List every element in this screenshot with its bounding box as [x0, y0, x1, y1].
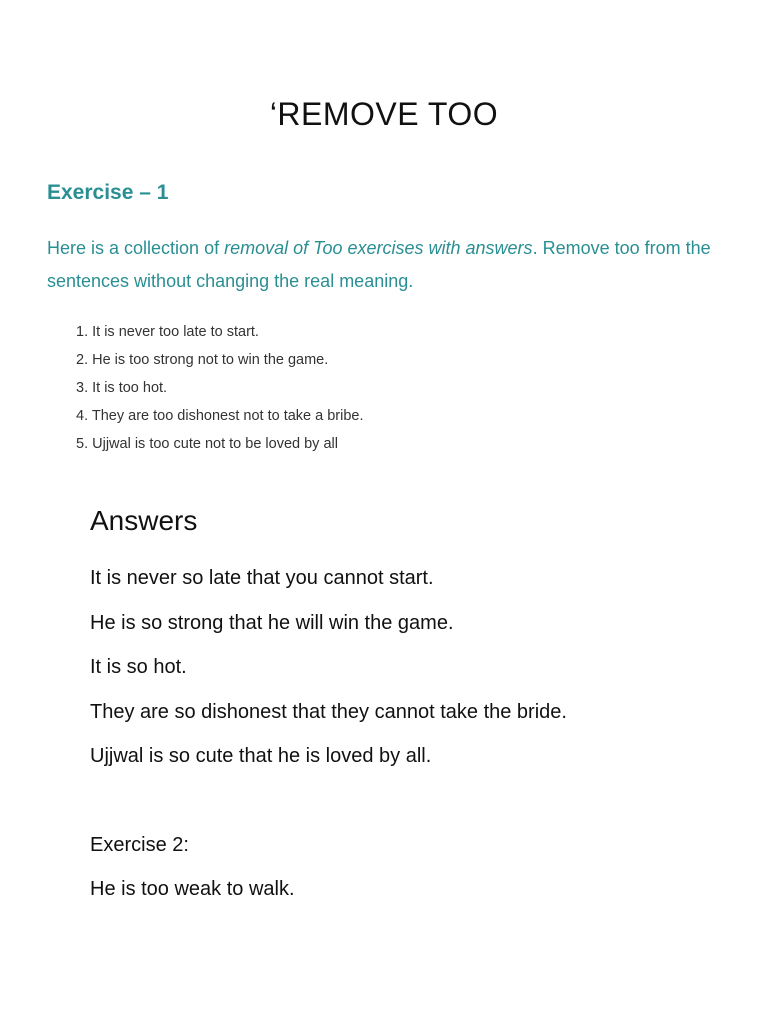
question-item: 2. He is too strong not to win the game.	[76, 352, 329, 368]
question-item: 3. It is too hot.	[76, 380, 168, 396]
answer-item: It is never so late that you cannot start.	[90, 567, 434, 589]
page-title: ‘REMOVE TOO	[269, 96, 499, 132]
answer-item: He is so strong that he will win the game.	[90, 611, 454, 634]
question-item: 1. It is never too late to start.	[76, 324, 259, 340]
exercise-2-label: Exercise 2:	[90, 834, 189, 856]
exercise-1-heading: Exercise – 1	[47, 181, 169, 204]
question-item: 4. They are too dishonest not to take a bribe.	[76, 408, 364, 424]
exercise-1-question-list	[76, 318, 364, 458]
answer-item: They are so dishonest that they cannot take the bride.	[90, 700, 567, 723]
exercise-2-question: He is too weak to walk.	[90, 878, 295, 900]
answers-list	[90, 561, 567, 784]
intro-text-end: . Remove too from the sentences without changing the real meaning.	[47, 238, 711, 291]
exercise-1-intro	[47, 232, 737, 298]
intro-text-italic: removal of Too exercises with answers	[224, 238, 533, 258]
question-item: 5. Ujjwal is too cute not to be loved by all	[76, 436, 338, 452]
answer-item: It is so hot.	[90, 656, 187, 678]
answer-item: Ujjwal is so cute that he is loved by all.	[90, 745, 432, 767]
intro-text-start: Here is a collection of	[47, 238, 225, 258]
answers-heading: Answers	[90, 505, 198, 536]
